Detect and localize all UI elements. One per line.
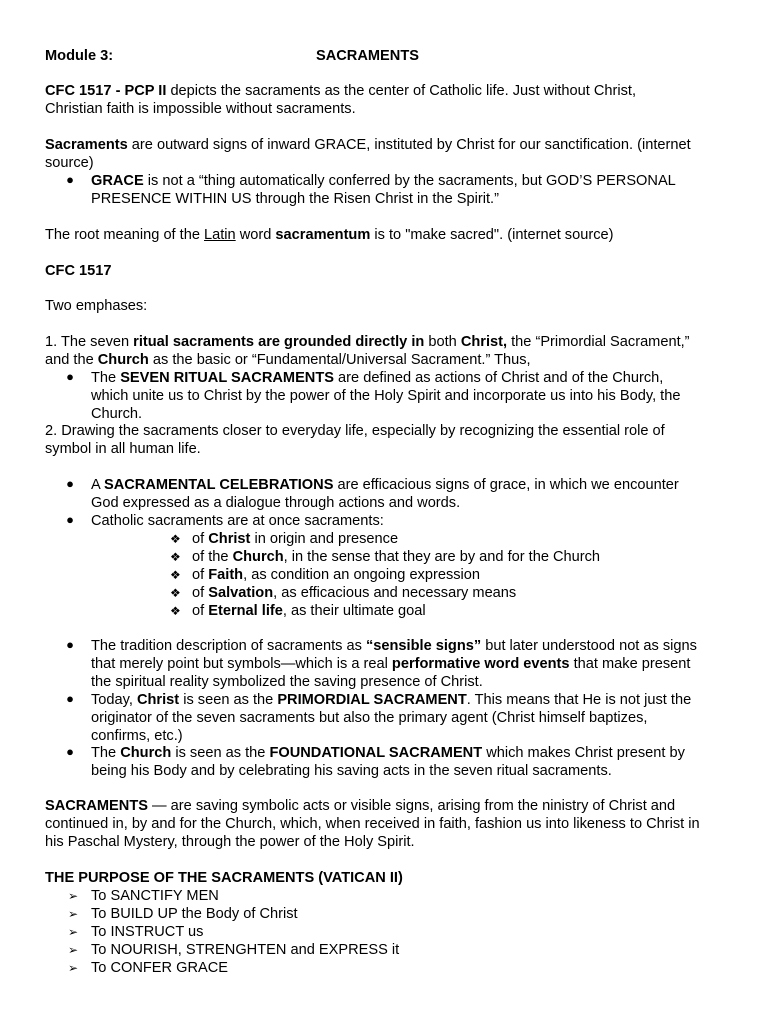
- purpose-item: To NOURISH, STRENGHTEN and EXPRESS it: [91, 942, 400, 958]
- seven-sacraments-line2: which unite us to Christ by the power of the Holy Spirit and incorporate us into his Body, the: [91, 388, 681, 404]
- seven-sacraments-item: The SEVEN RITUAL SACRAMENTS are defined as actions of Christ and of the Church,: [91, 370, 664, 386]
- purpose-item: To BUILD UP the Body of Christ: [91, 906, 298, 922]
- paragraph-sacraments: Sacraments are outward signs of inward GRACE, instituted by Christ for our sanctification. (internet: [45, 137, 691, 153]
- root-meaning: The root meaning of the Latin word sacramentum is to "make sacred". (internet source): [45, 227, 614, 243]
- today-line3: confirms, etc.): [91, 728, 183, 744]
- tradition-line2: that merely point but symbols—which is a real performative word events that make present: [91, 656, 691, 672]
- church-line2: being his Body and by celebrating his saving acts in the seven ritual sacraments.: [91, 763, 612, 779]
- bullet-icon: ●: [66, 512, 74, 527]
- arrowhead-bullet-icon: ➢: [68, 925, 79, 939]
- catholic-sacraments-item: Catholic sacraments are at once sacraments:: [91, 513, 384, 529]
- grace-item: GRACE is not a “thing automatically conferred by the sacraments, but GOD’S PERSONAL: [91, 173, 676, 189]
- paragraph-cfc-pcp-line2: Christian faith is impossible without sacraments.: [45, 101, 356, 117]
- diamond-bullet-icon: ❖: [170, 568, 181, 582]
- bullet-icon: ●: [66, 476, 74, 491]
- sacramental-celebrations-item: A SACRAMENTAL CELEBRATIONS are efficacious signs of grace, in which we encounter: [91, 477, 679, 493]
- emphasis-two-line2: symbol in all human life.: [45, 441, 201, 457]
- purpose-item: To CONFER GRACE: [91, 960, 229, 976]
- sub-item-christ: of Christ in origin and presence: [192, 531, 399, 547]
- sacramental-celebrations-line2: God expressed as a dialogue through actions and words.: [91, 495, 461, 511]
- bullet-icon: ●: [66, 637, 74, 652]
- sacraments-definition-line3: his Paschal Mystery, through the power of the Holy Spirit.: [45, 834, 415, 850]
- purpose-item: To SANCTIFY MEN: [91, 888, 219, 904]
- bullet-icon: ●: [66, 369, 74, 384]
- sub-item-salvation: of Salvation, as efficacious and necessary means: [192, 585, 517, 601]
- diamond-bullet-icon: ❖: [170, 586, 181, 600]
- arrowhead-bullet-icon: ➢: [68, 943, 79, 957]
- today-line2: originator of the seven sacraments but also the primary agent (Christ himself baptizes,: [91, 710, 648, 726]
- emphasis-one-line2: and the Church as the basic or “Fundamental/Universal Sacrament.” Thus,: [45, 352, 531, 368]
- paragraph-sacraments-line2: source): [45, 155, 94, 171]
- paragraph-cfc-pcp: CFC 1517 - PCP II depicts the sacraments as the center of Catholic life. Just without Christ,: [45, 83, 637, 99]
- section-heading-cfc: CFC 1517: [45, 263, 112, 279]
- diamond-bullet-icon: ❖: [170, 532, 181, 546]
- diamond-bullet-icon: ❖: [170, 550, 181, 564]
- arrowhead-bullet-icon: ➢: [68, 961, 79, 975]
- church-item: The Church is seen as the FOUNDATIONAL SACRAMENT which makes Christ present by: [91, 745, 685, 761]
- purpose-item: To INSTRUCT us: [91, 924, 204, 940]
- bullet-icon: ●: [66, 172, 74, 187]
- bullet-icon: ●: [66, 691, 74, 706]
- page-title: SACRAMENTS: [316, 48, 419, 64]
- sub-item-eternal-life: of Eternal life, as their ultimate goal: [192, 603, 426, 619]
- diamond-bullet-icon: ❖: [170, 604, 181, 618]
- module-label: Module 3:: [45, 48, 114, 64]
- purpose-heading: THE PURPOSE OF THE SACRAMENTS (VATICAN II): [45, 870, 403, 886]
- grace-item-line2: PRESENCE WITHIN US through the Risen Christ in the Spirit.”: [91, 191, 499, 207]
- emphasis-one: 1. The seven ritual sacraments are grounded directly in both Christ, the “Primordial Sacrament,”: [45, 334, 690, 350]
- seven-sacraments-line3: Church.: [91, 406, 143, 422]
- sacraments-definition-line2: continued in, by and for the Church, which, when received in faith, fashion us into likeness to Christ in: [45, 816, 700, 832]
- tradition-line3: the spiritual reality symbolized the saving presence of Christ.: [91, 674, 483, 690]
- emphasis-two: 2. Drawing the sacraments closer to everyday life, especially by recognizing the essential role of: [45, 423, 665, 439]
- two-emphases: Two emphases:: [45, 298, 148, 314]
- tradition-item: The tradition description of sacraments as “sensible signs” but later understood not as signs: [91, 638, 697, 654]
- sacraments-definition: SACRAMENTS — are saving symbolic acts or visible signs, arising from the ninistry of Christ and: [45, 798, 676, 814]
- arrowhead-bullet-icon: ➢: [68, 889, 79, 903]
- sub-item-church: of the Church, in the sense that they are by and for the Church: [192, 549, 601, 565]
- bullet-icon: ●: [66, 744, 74, 759]
- sub-item-faith: of Faith, as condition an ongoing expression: [192, 567, 481, 583]
- today-item: Today, Christ is seen as the PRIMORDIAL SACRAMENT. This means that He is not just the: [91, 692, 692, 708]
- arrowhead-bullet-icon: ➢: [68, 907, 79, 921]
